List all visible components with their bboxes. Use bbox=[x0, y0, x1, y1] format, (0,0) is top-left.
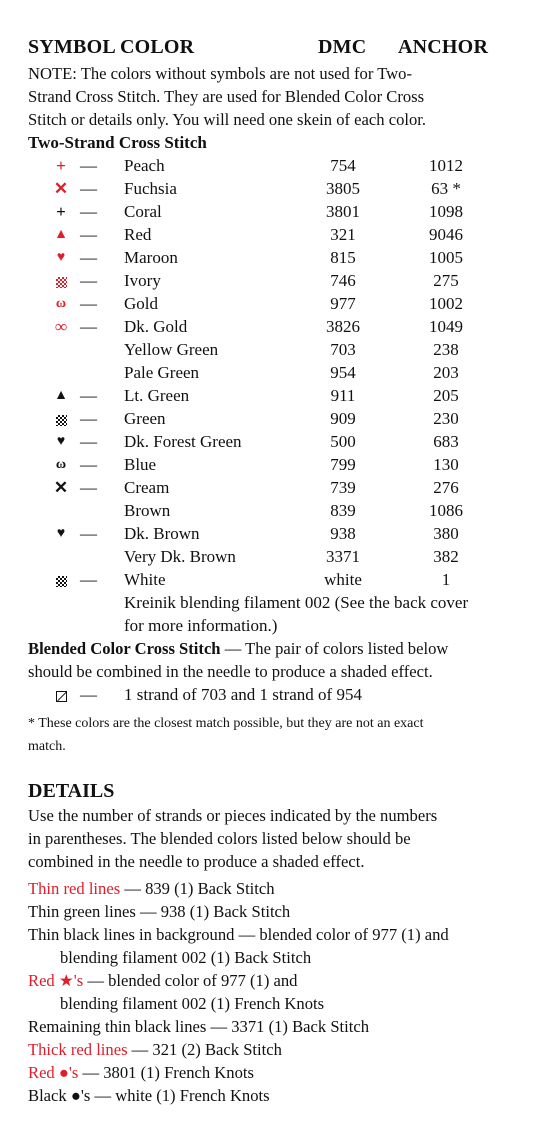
dash: — bbox=[80, 317, 97, 336]
color-row bbox=[28, 545, 538, 568]
blended-row-text: 1 strand of 703 and 1 strand of 954 bbox=[124, 685, 362, 704]
anchor-number: 275 bbox=[433, 271, 459, 290]
color-name: Coral bbox=[124, 202, 162, 221]
dmc-number: 911 bbox=[330, 386, 356, 405]
footnote: * These colors are the closest match possible, but they are not an exact match. bbox=[28, 716, 424, 754]
heart-icon: ♥ bbox=[56, 434, 66, 449]
color-name: Blue bbox=[124, 455, 157, 474]
dmc-number: 321 bbox=[330, 225, 356, 244]
color-row bbox=[28, 269, 538, 292]
color-name: Cream bbox=[124, 478, 170, 497]
blended-title: Blended Color Cross Stitch bbox=[28, 639, 221, 658]
dmc-number: 3826 bbox=[326, 317, 360, 336]
color-row bbox=[28, 430, 538, 453]
dmc-number: white bbox=[324, 570, 362, 589]
color-name: Lt. Green bbox=[124, 386, 190, 405]
color-name: Green bbox=[124, 409, 166, 428]
anchor-number: 1098 bbox=[429, 202, 463, 221]
blended-paragraph: Blended Color Cross Stitch — The pair of colors listed below should be combined in the needle to produce a shaded effect. bbox=[28, 639, 449, 681]
color-row bbox=[28, 223, 538, 246]
dmc-number: 3805 bbox=[326, 179, 360, 198]
dash: — bbox=[80, 570, 97, 589]
blended-row: — 1 strand of 703 and 1 strand of 954 bbox=[28, 683, 538, 706]
color-name: White bbox=[124, 570, 166, 589]
color-row bbox=[28, 177, 538, 200]
color-name: Red bbox=[124, 225, 152, 244]
color-name: Peach bbox=[124, 156, 165, 175]
x-icon: ✕ bbox=[53, 478, 69, 497]
anchor-number: 130 bbox=[433, 455, 459, 474]
dash: — bbox=[80, 248, 97, 267]
color-row bbox=[28, 384, 538, 407]
anchor-number: 1 bbox=[441, 570, 451, 589]
anchor-number: 276 bbox=[433, 478, 459, 497]
color-row bbox=[28, 338, 538, 361]
anchor-number: 1049 bbox=[429, 317, 463, 336]
details-line-black-dots: Black ●'s — white (1) French Knots bbox=[28, 1086, 270, 1105]
color-row bbox=[28, 246, 538, 269]
dash: — bbox=[80, 271, 97, 290]
details-line-thin-red: Thin red lines — 839 (1) Back Stitch bbox=[28, 879, 275, 898]
details-intro: Use the number of strands or pieces indicated by the numbers in parentheses. The blended colors listed below should be combined in the needle to produce a shaded effect. bbox=[28, 806, 438, 871]
details-line-red-stars-cont: blending filament 002 (1) French Knots bbox=[60, 994, 325, 1013]
color-name: Pale Green bbox=[124, 363, 200, 382]
triangle-icon: ▲ bbox=[54, 227, 68, 242]
details-line-red-stars: Red ★'s — blended color of 977 (1) and bbox=[28, 971, 298, 990]
color-name: Maroon bbox=[124, 248, 178, 267]
details-line-red-dots: Red ●'s — 3801 (1) French Knots bbox=[28, 1063, 254, 1082]
color-name: Fuchsia bbox=[124, 179, 177, 198]
dash: — bbox=[80, 202, 97, 221]
half-box-icon bbox=[52, 683, 70, 706]
color-key-page bbox=[28, 36, 538, 1107]
dmc-number: 839 bbox=[330, 501, 356, 520]
anchor-number: 1002 bbox=[429, 294, 463, 313]
note-paragraph: NOTE: The colors without symbols are not used for Two- Strand Cross Stitch. They are used for Blended Color Cross Stitch or details only. You will need one skein of each color. bbox=[28, 64, 427, 129]
header-anchor: ANCHOR bbox=[398, 36, 489, 58]
checker-icon bbox=[52, 407, 70, 430]
omega-icon: ω bbox=[55, 457, 67, 472]
color-name: Yellow Green bbox=[124, 340, 219, 359]
color-name: Gold bbox=[124, 294, 158, 313]
dmc-number: 746 bbox=[330, 271, 356, 290]
anchor-number: 238 bbox=[433, 340, 459, 359]
color-row bbox=[28, 315, 538, 338]
color-name: Brown bbox=[124, 501, 171, 520]
anchor-number: 63 * bbox=[431, 179, 461, 198]
dash: — bbox=[80, 524, 97, 543]
details-line-remaining-black: Remaining thin black lines — 3371 (1) Back Stitch bbox=[28, 1017, 370, 1036]
anchor-number: 230 bbox=[433, 409, 459, 428]
dmc-number: 703 bbox=[330, 340, 356, 359]
details-line-thin-black-bg: Thin black lines in background — blended color of 977 (1) and bbox=[28, 925, 449, 944]
color-row bbox=[28, 407, 538, 430]
anchor-number: 1012 bbox=[429, 156, 463, 175]
plus-icon: + bbox=[56, 156, 66, 175]
dash: — bbox=[80, 179, 97, 198]
dash: — bbox=[80, 225, 97, 244]
color-row bbox=[28, 522, 538, 545]
dmc-number: 3801 bbox=[326, 202, 360, 221]
dash: — bbox=[80, 432, 97, 451]
dash: — bbox=[80, 478, 97, 497]
details-line-thin-green: Thin green lines — 938 (1) Back Stitch bbox=[28, 902, 291, 921]
heart-icon: ♥ bbox=[56, 250, 66, 265]
dmc-number: 938 bbox=[330, 524, 356, 543]
anchor-number: 203 bbox=[433, 363, 459, 382]
color-name: Dk. Gold bbox=[124, 317, 188, 336]
plus-icon: + bbox=[56, 202, 66, 221]
anchor-number: 205 bbox=[433, 386, 459, 405]
dmc-number: 977 bbox=[330, 294, 356, 313]
infinity-icon: ∞ bbox=[54, 317, 68, 336]
two-strand-title: Two-Strand Cross Stitch bbox=[28, 133, 207, 152]
details-line-thick-red: Thick red lines — 321 (2) Back Stitch bbox=[28, 1040, 282, 1059]
filament-note: Kreinik blending filament 002 (See the back cover for more information.) bbox=[124, 593, 469, 635]
dash: — bbox=[80, 386, 97, 405]
anchor-number: 382 bbox=[433, 547, 459, 566]
dmc-number: 815 bbox=[330, 248, 356, 267]
details-line-thin-black-bg-cont: blending filament 002 (1) Back Stitch bbox=[60, 948, 312, 967]
omega-icon: ω bbox=[55, 296, 67, 311]
header-dmc: DMC bbox=[318, 36, 367, 58]
x-icon: ✕ bbox=[53, 179, 69, 198]
color-row bbox=[28, 361, 538, 384]
color-row bbox=[28, 292, 538, 315]
dash: — bbox=[80, 294, 97, 313]
color-name: Dk. Brown bbox=[124, 524, 200, 543]
anchor-number: 683 bbox=[433, 432, 459, 451]
dash: — bbox=[80, 156, 97, 175]
dmc-number: 500 bbox=[330, 432, 356, 451]
color-row bbox=[28, 476, 538, 499]
table-header bbox=[28, 36, 538, 62]
anchor-number: 1086 bbox=[429, 501, 463, 520]
color-row bbox=[28, 200, 538, 223]
color-row bbox=[28, 499, 538, 522]
dmc-number: 909 bbox=[330, 409, 356, 428]
color-row bbox=[28, 154, 538, 177]
dash: — bbox=[80, 455, 97, 474]
details-title: DETAILS bbox=[28, 780, 115, 802]
anchor-number: 380 bbox=[433, 524, 459, 543]
color-name: Very Dk. Brown bbox=[124, 547, 236, 566]
dmc-number: 799 bbox=[330, 455, 356, 474]
triangle-icon: ▲ bbox=[54, 388, 68, 403]
color-name: Ivory bbox=[124, 271, 161, 290]
dmc-number: 739 bbox=[330, 478, 356, 497]
dash: — bbox=[80, 409, 97, 428]
header-symbol-color: SYMBOL COLOR bbox=[28, 36, 195, 58]
anchor-number: 1005 bbox=[429, 248, 463, 267]
checker-icon bbox=[52, 269, 70, 292]
checker-icon bbox=[52, 568, 70, 591]
anchor-number: 9046 bbox=[429, 225, 463, 244]
color-row bbox=[28, 568, 538, 591]
dmc-number: 954 bbox=[330, 363, 356, 382]
color-rows bbox=[28, 154, 538, 591]
dmc-number: 754 bbox=[330, 156, 356, 175]
color-row bbox=[28, 453, 538, 476]
heart-icon: ♥ bbox=[56, 526, 66, 541]
dmc-number: 3371 bbox=[326, 547, 360, 566]
color-name: Dk. Forest Green bbox=[124, 432, 242, 451]
